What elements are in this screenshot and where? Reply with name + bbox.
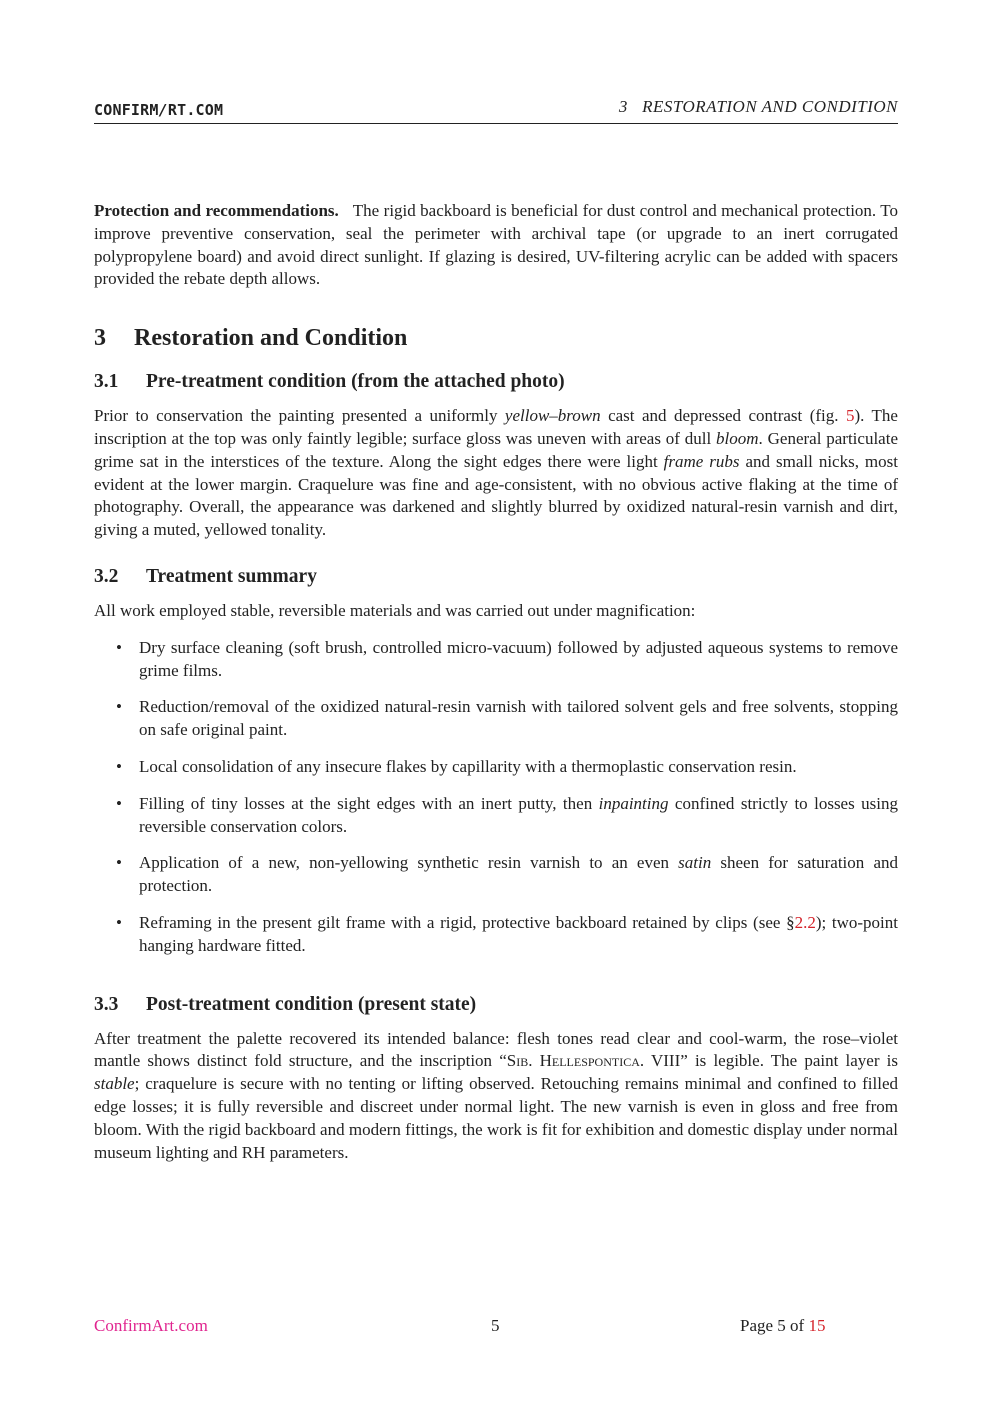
- page-header: [94, 97, 898, 124]
- bullet-icon: •: [116, 756, 122, 776]
- subsection-title: Pre-treatment condition (from the attached photo): [146, 371, 565, 393]
- bullet-icon: •: [116, 793, 122, 813]
- protection-paragraph: Protection and recommendations. The rigid backboard is beneficial for dust control and mechanical protection. To improve preventive conservation, seal the perimeter with archival tape (or upgrade to an inert corrugated polypropylene board) and avoid direct sunlight. If glazing is desired, UV-filtering acrylic can be added with spacers provided the rebate depth allows.: [94, 201, 898, 289]
- page-number: 5: [491, 1316, 500, 1335]
- bullet-icon: •: [116, 637, 122, 657]
- section-number: 3: [94, 325, 106, 352]
- pre-treatment-paragraph: Prior to conservation the painting presented a uniformly yellow–brown cast and depressed contrast (fig. 5). The inscription at the top was only faintly legible; surface gloss was uneven with areas of dull bloom. General particulate grime sat in the interstices of the texture. Along the sight edges there were light frame rubs and small nicks, most evident at the lower margin. Craquelure was fine and age-consistent, with no obvious active flaking at the time of photography. Overall, the appearance was darkened and slightly blurred by oxidized natural-resin varnish and dirt, giving a muted, yellowed tonality.: [94, 406, 898, 540]
- list-item: • Filling of tiny losses at the sight edges with an inert putty, then inpainting confined strictly to losses using reversible conservation colors.: [116, 793, 898, 836]
- subsection-heading-3-1: 3.1 Pre-treatment condition (from the attached photo): [94, 371, 565, 393]
- bullet-icon: •: [116, 853, 122, 873]
- main-content: [94, 200, 898, 1164]
- subsection-heading-3-3: 3.3 Post-treatment condition (present state): [94, 993, 477, 1015]
- section-link[interactable]: 2.2: [794, 912, 816, 932]
- page-count: Page 5 of 15: [740, 1316, 826, 1335]
- bullet-icon: •: [116, 912, 122, 932]
- list-item: • Dry surface cleaning (soft brush, controlled micro-vacuum) followed by adjusted aqueous systems to remove grime films.: [116, 637, 898, 680]
- total-pages-link[interactable]: 15: [808, 1316, 826, 1335]
- running-head: 3 RESTORATION AND CONDITION: [618, 97, 898, 116]
- list-item: • Reframing in the present gilt frame with a rigid, protective backboard retained by clips (see §2.2); two-point hanging hardware fitted.: [116, 912, 898, 955]
- site-link[interactable]: ConfirmArt.com: [94, 1316, 208, 1335]
- section-title: Restoration and Condition: [134, 325, 408, 352]
- list-item: • Application of a new, non-yellowing synthetic resin varnish to an even satin sheen for saturation and protection.: [116, 853, 898, 896]
- section-heading: [94, 323, 898, 353]
- inscription-text: Sib. Hellespontica: [506, 1051, 640, 1071]
- figure-link[interactable]: 5: [845, 406, 855, 426]
- treatment-intro: All work employed stable, reversible materials and was carried out under magnification:: [94, 600, 696, 620]
- page-footer: [94, 1316, 898, 1340]
- treatment-list: [94, 637, 898, 958]
- paragraph-heading: Protection and recommendations.: [94, 201, 339, 220]
- confirmart-logo: CONFIRM/RT.COM: [94, 101, 224, 119]
- list-item: • Local consolidation of any insecure flakes by capillarity with a thermoplastic conservation resin.: [94, 756, 898, 779]
- subsection-title: Post-treatment condition (present state): [146, 993, 477, 1015]
- post-treatment-paragraph: After treatment the palette recovered its intended balance: flesh tones read clear and cool-warm, the rose–violet mantle shows distinct fold structure, and the inscription “Sib. Hellespontica. VIII” is legible. The paint layer is stable; craquelure is secure with no tenting or lifting observed. Retouching remains minimal and confined to filled edge losses; it is fully reversible and discreet under normal light. The new varnish is even in gloss and free from bloom. With the rigid backboard and modern fittings, the work is fit for exhibition and domestic display under normal museum lighting and RH parameters.: [94, 1028, 898, 1162]
- subsection-heading-3-2: 3.2 Treatment summary: [94, 565, 317, 587]
- subsection-title: Treatment summary: [146, 565, 317, 587]
- list-item: • Reduction/removal of the oxidized natural-resin varnish with tailored solvent gels and free solvents, stopping on safe original paint.: [116, 697, 898, 740]
- bullet-icon: •: [116, 697, 122, 717]
